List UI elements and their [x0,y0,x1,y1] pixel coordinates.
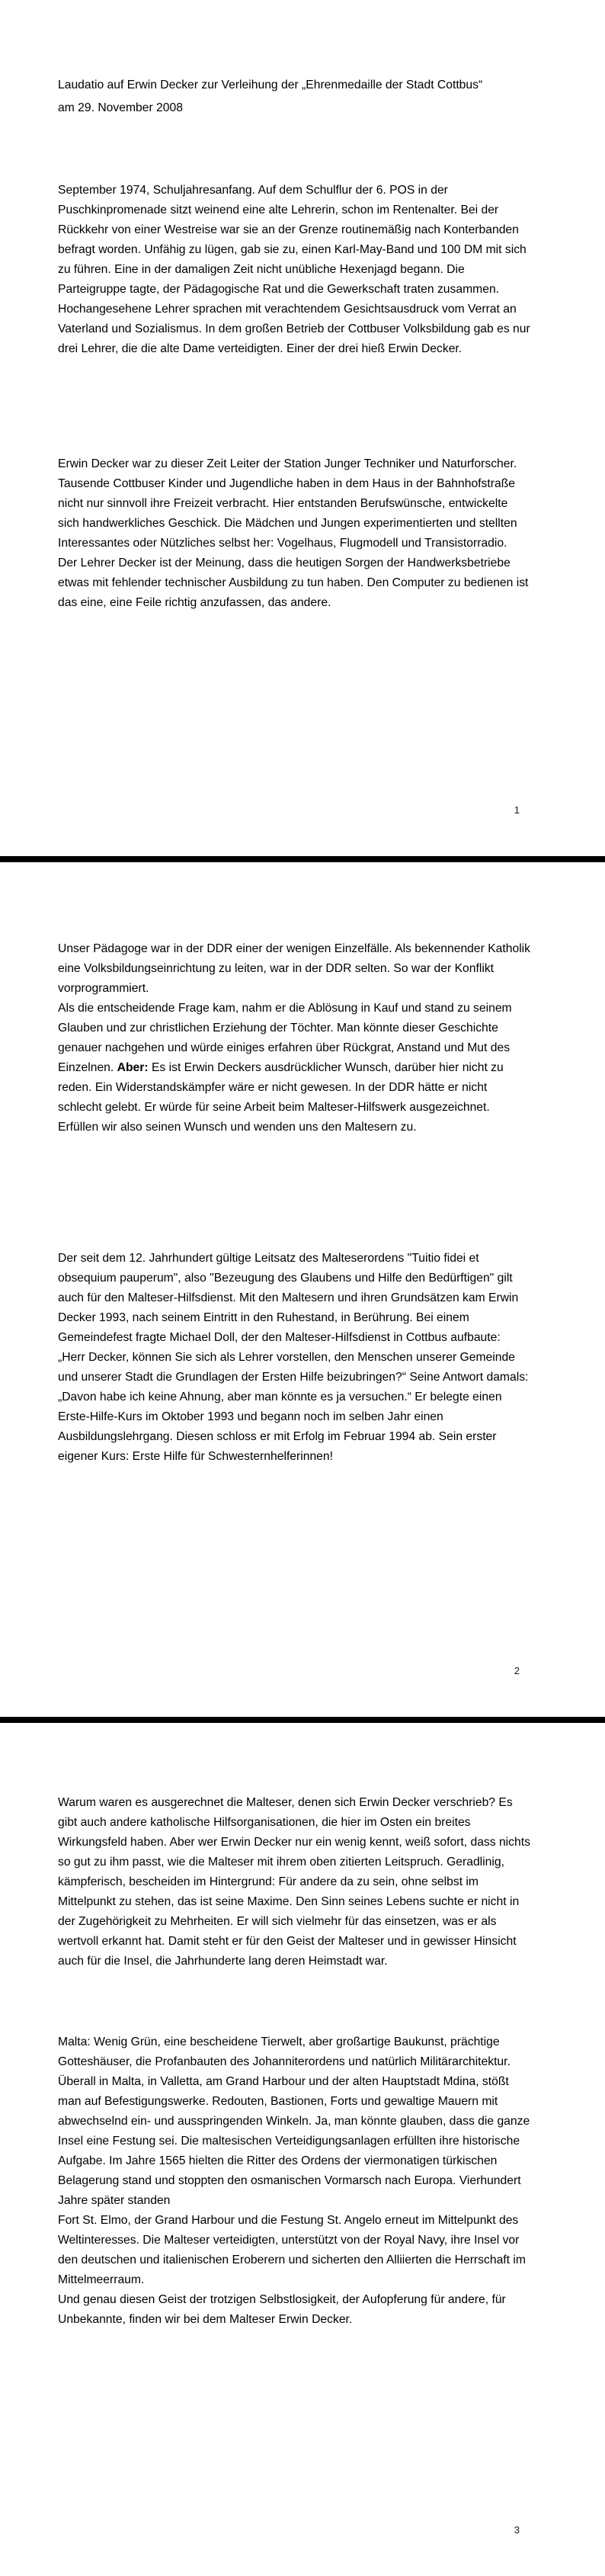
paragraph [58,999,530,1137]
paragraph: September 1974, Schuljahresanfang. Auf dem Schulflur der 6. POS in der Puschkinpromenade sitzt weinend eine alte Lehrerin, schon im Rentenalter. Bei der Rückkehr von einer Westreise war sie an der Grenze routinemäßig nach Konterbanden befragt worden. Unfähig zu lügen, gab sie zu, einen Karl-May-Band und 100 DM mit sich zu führen. Eine in der damaligen Zeit nicht unübliche Hexenjagd begann. Die Parteigruppe tagte, der Pädagogische Rat und die Gewerkschaft traten zusammen. Hochangesehene Lehrer sprachen mit verachtendem Gesichtsausdruck vom Verrat an Vaterland und Sozialismus. In dem großen Betrieb der Cottbuser Volksbildung gab es nur drei Lehrer, die die alte Dame verteidigten. Einer der drei hieß Erwin Decker. [58,184,530,355]
page-3-content [58,1723,530,2330]
page-number: 3 [514,2524,520,2536]
page-1-content [58,0,530,613]
document-page-1 [0,0,605,856]
document-page-3 [0,1723,605,2576]
paragraph: Fort St. Elmo, der Grand Harbour und die Festung St. Angelo erneut im Mittelpunkt des Weltinteresses. Die Malteser verteidigten, unterstützt von der Royal Navy, ihre Insel vor den deutschen und italienischen Eroberern und sicherten den Alliierten die Herrschaft im Mittelmeerraum. [58,2214,526,2286]
paragraph-text: Als die entscheidende Frage kam, nahm er die Ablösung in Kauf und stand zu seinem Glauben und zur christlichen Erziehung der Töchter. Man könnte dieser Geschichte genauer nachgehen und würde einiges erfahren über Rückgrat, Anstand und Mut des Einzelnen. [58,1002,512,1074]
bold-emphasis: Aber: [117,1061,149,1074]
title-line-1: Laudatio auf Erwin Decker zur Verleihung der „Ehrenmedaille der Stadt Cottbus“ [58,79,483,91]
document-title [58,74,530,120]
paragraph: Malta: Wenig Grün, eine bescheidene Tierwelt, aber großartige Baukunst, prächtige Gotteshäuser, die Profanbauten des Johanniterordens und natürlich Militärarchitektur. Überall in Malta, in Valletta, am Grand Harbour und der alten Hauptstadt Mdina, stößt man auf Befestigungswerke. Redouten, Bastionen, Forts und gewaltige Mauern mit abwechselnd ein- und ausspringenden Winkeln. Ja, man könnte glauben, dass die ganze Insel eine Festung sei. Die maltesischen Verteidigungsanlagen erfüllten ihre historische Aufgabe. Im Jahre 1565 hielten die Ritter des Ordens der viermonatigen türkischen Belagerung stand und stoppten den osmanischen Vormarsch nach Europa. Vierhundert Jahre später standen [58,2035,530,2207]
document-page-2 [0,862,605,1717]
page-separator [0,1717,605,1723]
paragraph-text: Es ist Erwin Deckers ausdrücklicher Wunsch, darüber hier nicht zu reden. Ein Widerstandskämpfer wäre er nicht gewesen. In der DDR hätte er nicht schlecht gelebt. Er würde für seine Arbeit beim Malteser-Hilfswerk ausgezeichnet. Erfüllen wir also seinen Wunsch und wenden uns den Maltesern zu. [58,1061,504,1134]
page-2-content [58,862,530,1467]
page-number: 1 [514,804,520,816]
paragraph: Der Lehrer Decker ist der Meinung, dass die heutigen Sorgen der Handwerksbetriebe etwas mit fehlender technischer Ausbildung zu tun haben. Den Computer zu bedienen ist das eine, eine Feile richtig anzufassen, das andere. [58,557,529,609]
paragraph: Der seit dem 12. Jahrhundert gültige Leitsatz des Malteserordens "Tuitio fidei et obsequium pauperum", also "Bezeugung des Glaubens und Hilfe den Bedürftigen" gilt auch für den Malteser-Hilfsdienst. Mit den Maltesern und ihren Grundsätzen kam Erwin Decker 1993, nach seinem Eintritt in den Ruhestand, in Berührung. Bei einem Gemeindefest fragte Michael Doll, der den Malteser-Hilfsdienst in Cottbus aufbaute: „Herr Decker, können Sie sich als Lehrer vorstellen, den Menschen unserer Gemeinde und unserer Stadt die Grundlagen der Ersten Hilfe beizubringen?“ Seine Antwort damals: „Davon habe ich keine Ahnung, aber man könnte es ja versuchen.“ Er belegte einen Erste-Hilfe-Kurs im Oktober 1993 und begann noch im selben Jahr einen Ausbildungslehrgang. Diesen schloss er mit Erfolg im Februar 1994 ab. Sein erster eigener Kurs: Erste Hilfe für Schwesternhelferinnen! [58,1252,529,1463]
paragraph: Warum waren es ausgerechnet die Malteser, denen sich Erwin Decker verschrieb? Es gibt auch andere katholische Hilfsorganisationen, die hier im Osten ein breites Wirkungsfeld haben. Aber wer Erwin Decker nur ein wenig kennt, weiß sofort, dass nichts so gut zu ihm passt, wie die Malteser mit ihrem oben zitierten Leitspruch. Geradlinig, kämpferisch, bescheiden im Hintergrund: Für andere da zu sein, ohne selbst im Mittelpunkt zu stehen, das ist seine Maxime. Den Sinn seines Lebens suchte er nicht in der Zugehörigkeit zu Mehrheiten. Er will sich vielmehr für das einsetzen, was er als wertvoll erkannt hat. Damit steht er für den Geist der Malteser und in gewisser Hinsicht auch für die Insel, die Jahrhunderte lang deren Heimstadt war. [58,1796,530,1968]
page-separator [0,856,605,862]
paragraph: Unser Pädagoge war in der DDR einer der wenigen Einzelfälle. Als bekennender Katholik eine Volksbildungseinrichtung zu leiten, war in der DDR selten. So war der Konflikt vorprogrammiert. [58,942,531,995]
paragraph: Erwin Decker war zu dieser Zeit Leiter der Station Junger Techniker und Naturforscher. Tausende Cottbuser Kinder und Jugendliche haben in dem Haus in der Bahnhofstraße nicht nur sinnvoll ihre Freizeit verbracht. Hier entstanden Berufswünsche, entwickelte sich handwerkliches Geschick. Die Mädchen und Jungen experimentierten und stellten Interessantes oder Nützliches selbst her: Vogelhaus, Flugmodell und Transistorradio. [58,457,517,550]
title-line-2: am 29. November 2008 [58,101,183,114]
paragraph: Und genau diesen Geist der trotzigen Selbstlosigkeit, der Aufopferung für andere, für Unbekannte, finden wir bei dem Malteser Erwin Decker. [58,2293,506,2326]
page-number: 2 [514,1665,520,1676]
